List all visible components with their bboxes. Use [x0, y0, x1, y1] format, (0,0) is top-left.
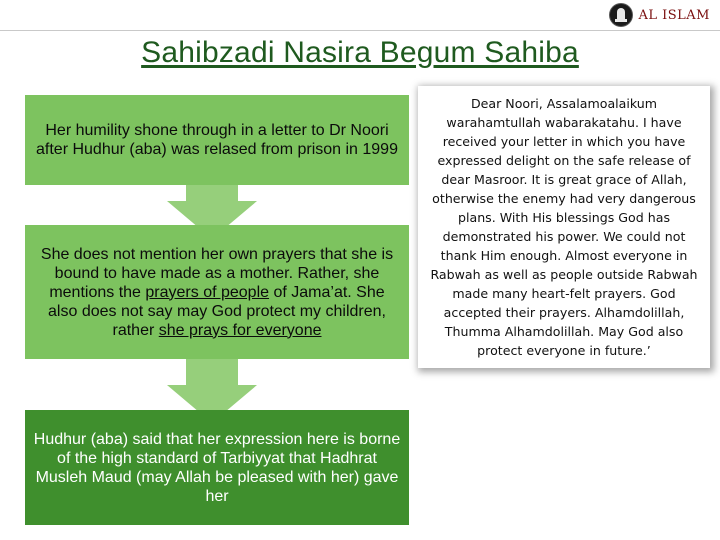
al-islam-logo [610, 3, 710, 27]
letter-quote-box [418, 86, 710, 368]
box-prayers [25, 225, 409, 359]
slide-title: Sahibzadi Nasira Begum Sahiba [141, 36, 579, 69]
header-bar [0, 0, 720, 31]
prayers-of-people-underline: prayers of people [145, 283, 270, 301]
al-islam-emblem-icon [610, 4, 632, 26]
prays-for-everyone-underline: she prays for everyone [158, 321, 322, 339]
box-prayers-text: She does not mention her own prayers that she is bound to have made as a mother. Rather, she mentions the prayers of people of Jama’at. She also does not say may God protect my children, rather she prays for everyone [40, 245, 394, 339]
box-humility-text: Her humility shone through in a letter to Dr Noori after Hudhur (aba) was relased from prison in 1999 [36, 122, 398, 158]
logo-text: AL ISLAM [638, 7, 710, 23]
box-tarbiyyat [25, 410, 409, 525]
box-tarbiyyat-text: Hudhur (aba) said that her expression here is borne of the high standard of Tarbiyyat that Hadhrat Musleh Maud (may Allah be pleased with her) gave her [33, 430, 401, 505]
letter-text: Dear Noori, Assalamoalaikum warahamtullah wabarakatahu. I have received your letter in which you have expressed delight on the safe release of dear Masroor. It is great grace of Allah, otherwise the enemy had very dangerous plans. With His blessings God has demonstrated his power. We could not thank Him enough. Almost everyone in Rabwah as well as people outside Rabwah made many heart-felt prayers. God accepted their prayers. Alhamdolillah, Thumma Alhamdolillah. May God also protect everyone in future.’ [430, 96, 698, 358]
box-humility [25, 95, 409, 185]
